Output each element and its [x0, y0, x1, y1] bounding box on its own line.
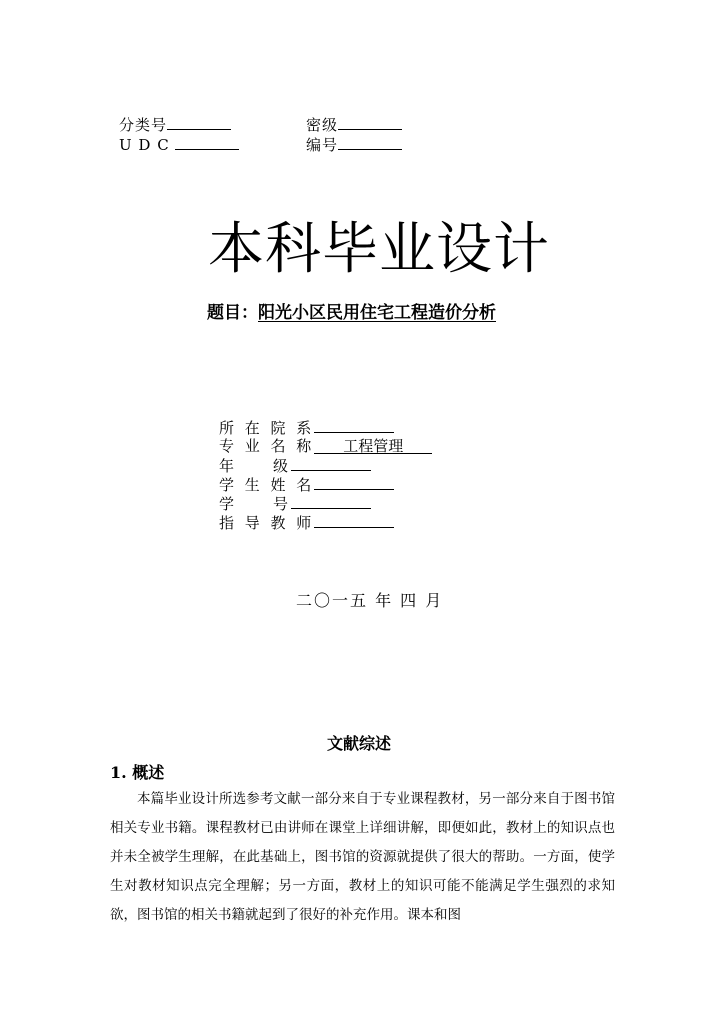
- info-student-name: [219, 475, 394, 495]
- serial-blank: [338, 135, 402, 150]
- info-student-id: [219, 494, 371, 514]
- secrecy-blank: [338, 115, 402, 130]
- student-name-blank: [314, 475, 394, 490]
- department-label: 所 在 院 系: [219, 419, 315, 437]
- udc-field: [119, 135, 239, 155]
- student-id-label: 学 号: [219, 495, 292, 513]
- section-title: 文献综述: [327, 734, 392, 753]
- advisor-label: 指 导 教 师: [219, 514, 315, 532]
- body-paragraph: 本篇毕业设计所选参考文献一部分来自于专业课程教材，另一部分来自于图书馆相关专业书籍。课程教材已由讲师在课堂上详细讲解，即便如此，教材上的知识点也并未全被学生理解，在此基础上，图书馆的资源就提供了很大的帮助。一方面，使学生对教材知识点完全理解；另一方面，教材上的知识可能不能满足学生强烈的求知欲，图书馆的相关书籍就起到了很好的补充作用。课本和图: [110, 791, 615, 923]
- thesis-subject: [207, 301, 496, 325]
- udc-blank: [175, 135, 239, 150]
- info-grade: [219, 456, 371, 476]
- grade-blank: [291, 456, 371, 471]
- info-department: [219, 418, 394, 438]
- department-blank: [314, 418, 394, 433]
- subject-label: 题目：: [207, 303, 258, 323]
- classification-field: [119, 115, 231, 135]
- secrecy-field: [306, 115, 402, 135]
- serial-field: [306, 135, 402, 155]
- subject-topic: 阳光小区民用住宅工程造价分析: [258, 303, 496, 323]
- major-label: 专 业 名 称: [219, 437, 315, 455]
- advisor-blank: [314, 513, 394, 528]
- submission-date: 二〇一五 年 四 月: [296, 591, 444, 610]
- classification-label: 分类号: [119, 116, 168, 134]
- udc-label: U D C: [119, 136, 170, 154]
- info-major: [219, 437, 432, 456]
- page-title: 本科毕业设计: [208, 217, 550, 282]
- student-id-blank: [291, 494, 371, 509]
- classification-blank: [167, 115, 231, 130]
- student-name-label: 学 生 姓 名: [219, 476, 315, 494]
- info-advisor: [219, 513, 394, 533]
- serial-label: 编号: [306, 136, 339, 154]
- grade-label: 年 级: [219, 457, 292, 475]
- major-value: 工程管理: [314, 439, 432, 454]
- secrecy-label: 密级: [306, 116, 339, 134]
- section-heading: 1. 概述: [110, 763, 165, 782]
